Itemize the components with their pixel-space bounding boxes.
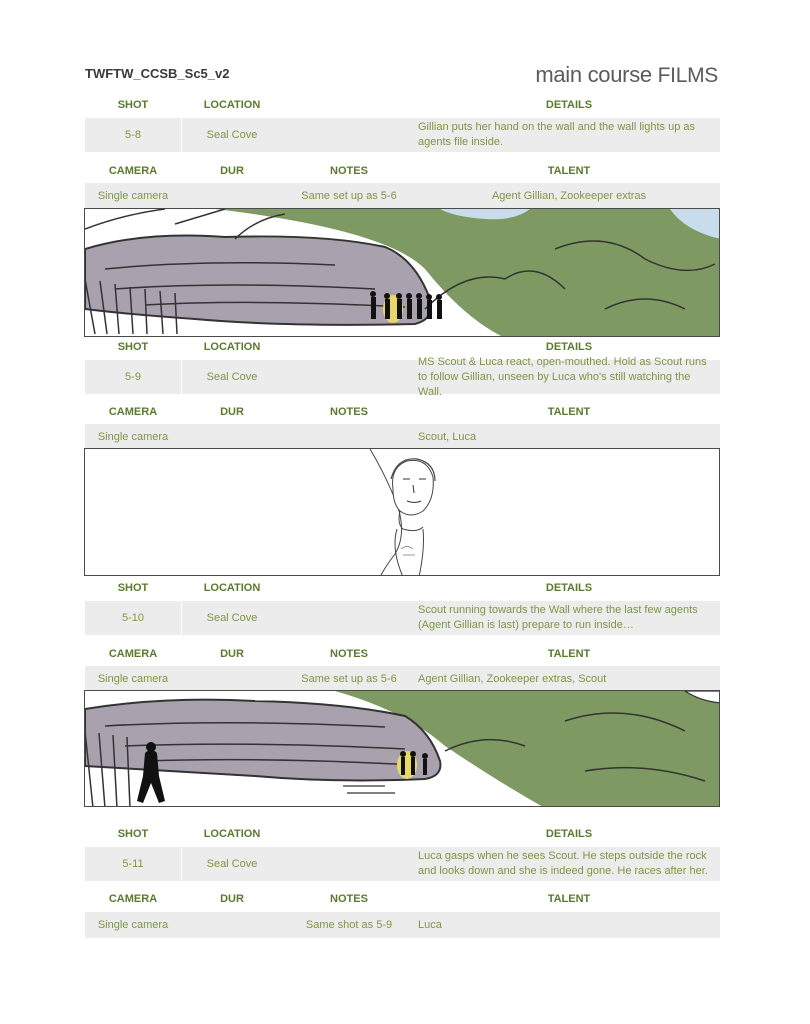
camera-info-row — [85, 424, 720, 450]
brand-films: FILMS — [657, 64, 718, 87]
storyboard-frame-5-10 — [84, 690, 720, 807]
shot-number: 5-9 — [125, 371, 141, 383]
camera-info-row — [85, 183, 720, 209]
camera-value: Single camera — [97, 919, 169, 931]
dur-header: DUR — [220, 648, 244, 660]
talent-header: TALENT — [547, 406, 591, 418]
camera-header: CAMERA — [108, 165, 158, 177]
storyboard-sketch — [85, 449, 720, 576]
shot-header-row — [85, 92, 720, 118]
notes-header: NOTES — [330, 165, 368, 177]
notes-value: Same set up as 5-6 — [301, 673, 397, 685]
talent-value: Luca — [418, 919, 442, 931]
camera-info-row — [85, 666, 720, 692]
location-header: LOCATION — [203, 341, 261, 353]
shot-header: SHOT — [117, 341, 149, 353]
camera-header-row — [85, 886, 720, 912]
shot-details: Gillian puts her hand on the wall and the wall lights up as agents file inside. — [418, 121, 696, 148]
dur-header: DUR — [220, 406, 244, 418]
shot-number: 5-10 — [121, 612, 145, 624]
brand-main: main course — [535, 62, 652, 87]
notes-header: NOTES — [330, 406, 368, 418]
shot-location: Seal Cove — [206, 371, 258, 383]
camera-info-row — [85, 912, 720, 938]
camera-header: CAMERA — [108, 893, 158, 905]
dur-value — [181, 183, 283, 209]
shot-info-row — [85, 118, 720, 152]
details-header: DETAILS — [545, 341, 593, 353]
dur-header: DUR — [220, 893, 244, 905]
talent-value: Agent Gillian, Zookeeper extras — [491, 190, 647, 202]
details-header: DETAILS — [545, 828, 593, 840]
storyboard-sketch — [85, 691, 720, 807]
notes-header: NOTES — [330, 893, 368, 905]
camera-value: Single camera — [97, 431, 169, 443]
storyboard-frame-5-9 — [84, 448, 720, 576]
details-header: DETAILS — [545, 99, 593, 111]
shot-info-row — [85, 601, 720, 635]
talent-header: TALENT — [547, 165, 591, 177]
camera-header-row — [85, 158, 720, 184]
shot-details: Scout running towards the Wall where the last few agents (Agent Gillian is last) prepare to run inside… — [418, 604, 698, 631]
shot-details: Luca gasps when he sees Scout. He steps outside the rock and looks down and she is indeed gone. He races after her. — [418, 850, 708, 877]
camera-header-row — [85, 641, 720, 667]
camera-header: CAMERA — [108, 648, 158, 660]
shot-number: 5-8 — [125, 129, 141, 141]
talent-header: TALENT — [547, 893, 591, 905]
dur-value — [181, 912, 283, 938]
shot-details: MS Scout & Luca react, open-mouthed. Hold as Scout runs to follow Gillian, unseen by Luca who's still watching the Wall. — [418, 355, 707, 398]
shot-number: 5-11 — [122, 858, 144, 870]
storyboard-frame-5-8 — [84, 208, 720, 337]
shot-header: SHOT — [117, 99, 149, 111]
shot-header: SHOT — [117, 828, 149, 840]
shot-header-row — [85, 821, 720, 847]
location-header: LOCATION — [203, 828, 261, 840]
talent-header: TALENT — [547, 648, 591, 660]
shot-info-row — [85, 847, 720, 881]
camera-value: Single camera — [97, 673, 169, 685]
talent-value: Agent Gillian, Zookeeper extras, Scout — [418, 673, 607, 685]
notes-value: Same set up as 5-6 — [301, 190, 397, 202]
brand-logo — [535, 62, 718, 88]
storyboard-sketch — [85, 209, 720, 337]
shot-location: Seal Cove — [206, 612, 258, 624]
notes-header: NOTES — [330, 648, 368, 660]
shot-location: Seal Cove — [206, 129, 258, 141]
shot-header-row — [85, 575, 720, 601]
dur-value — [181, 424, 283, 450]
shot-info-row — [85, 355, 720, 398]
details-header: DETAILS — [545, 582, 593, 594]
notes-value — [283, 424, 415, 450]
dur-header: DUR — [220, 165, 244, 177]
notes-value: Same shot as 5-9 — [305, 919, 393, 931]
shot-location: Seal Cove — [206, 858, 258, 870]
document-title: TWFTW_CCSB_Sc5_v2 — [85, 66, 230, 81]
dur-value — [181, 666, 283, 692]
camera-header-row — [85, 399, 720, 425]
camera-header: CAMERA — [108, 406, 158, 418]
talent-value: Scout, Luca — [418, 431, 477, 443]
location-header: LOCATION — [203, 99, 261, 111]
shot-header: SHOT — [117, 582, 149, 594]
location-header: LOCATION — [203, 582, 261, 594]
camera-value: Single camera — [97, 190, 169, 202]
